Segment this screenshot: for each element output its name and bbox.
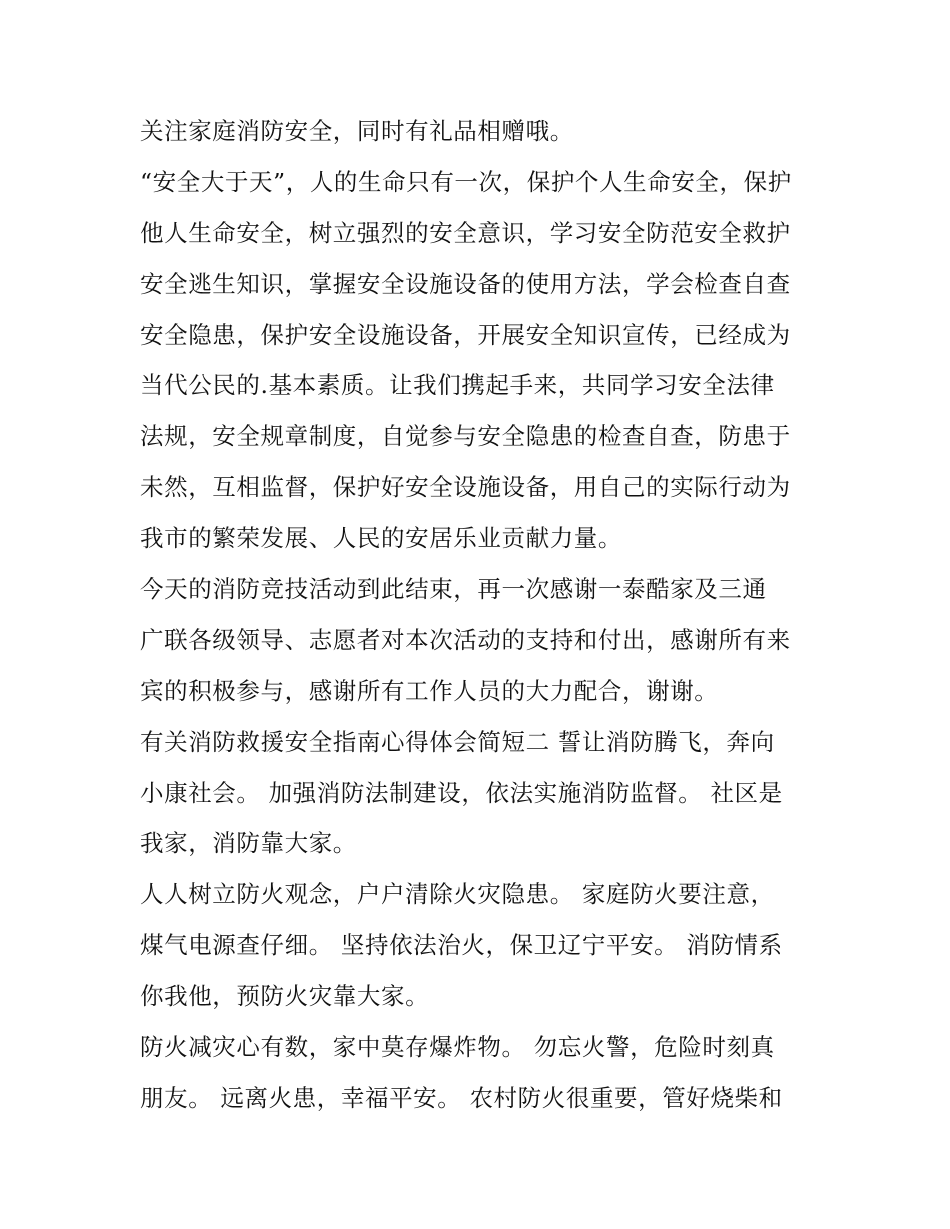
text-line-19: 防火减灾心有数，家中莫存爆炸物。 勿忘火警，危险时刻真 — [140, 1033, 775, 1062]
text-line-1: 关注家庭消防安全，同时有礼品相赠哦。 — [140, 117, 574, 145]
text-line-13: 有关消防救援安全指南心得体会简短二 誓让消防腾飞，奔向 — [140, 727, 775, 756]
text-line-12: 宾的积极参与，感谢所有工作人员的大力配合，谢谢。 — [140, 676, 719, 705]
text-line-6: 当代公民的.基本素质。让我们携起手来，共同学习安全法律 — [140, 371, 775, 400]
text-line-16: 人人树立防火观念，户户清除火灾隐患。 家庭防火要注意， — [140, 880, 775, 909]
text-line-4: 安全逃生知识，掌握安全设施设备的使用方法，学会检查自查 — [140, 269, 791, 298]
document-body — [140, 106, 840, 1124]
text-line-7: 法规，安全规章制度，自觉参与安全隐患的检查自查，防患于 — [140, 422, 791, 451]
text-line-3: 他人生命安全，树立强烈的安全意识，学习安全防范安全救护 — [140, 218, 791, 247]
text-line-2: “安全大于天”，人的生命只有一次，保护个人生命安全，保护 — [140, 167, 792, 196]
text-line-18: 你我他，预防火灾靠大家。 — [140, 982, 430, 1011]
text-line-14: 小康社会。 加强消防法制建设，依法实施消防监督。 社区是 — [140, 778, 783, 807]
text-line-9: 我市的繁荣发展、人民的安居乐业贡献力量。 — [140, 524, 622, 553]
text-line-11: 广联各级领导、志愿者对本次活动的支持和付出，感谢所有来 — [140, 625, 791, 654]
text-line-17: 煤气电源查仔细。 坚持依法治火，保卫辽宁平安。 消防情系 — [140, 931, 783, 960]
text-line-10: 今天的消防竞技活动到此结束，再一次感谢一泰酷家及三通 — [140, 575, 767, 604]
text-line-5: 安全隐患，保护安全设施设备，开展安全知识宣传，已经成为 — [140, 320, 791, 349]
text-line-20: 朋友。 远离火患，幸福平安。 农村防火很重要，管好烧柴和 — [140, 1083, 783, 1112]
text-line-8: 未然，互相监督，保护好安全设施设备，用自己的实际行动为 — [140, 473, 791, 502]
text-line-15: 我家，消防靠大家。 — [140, 829, 357, 858]
